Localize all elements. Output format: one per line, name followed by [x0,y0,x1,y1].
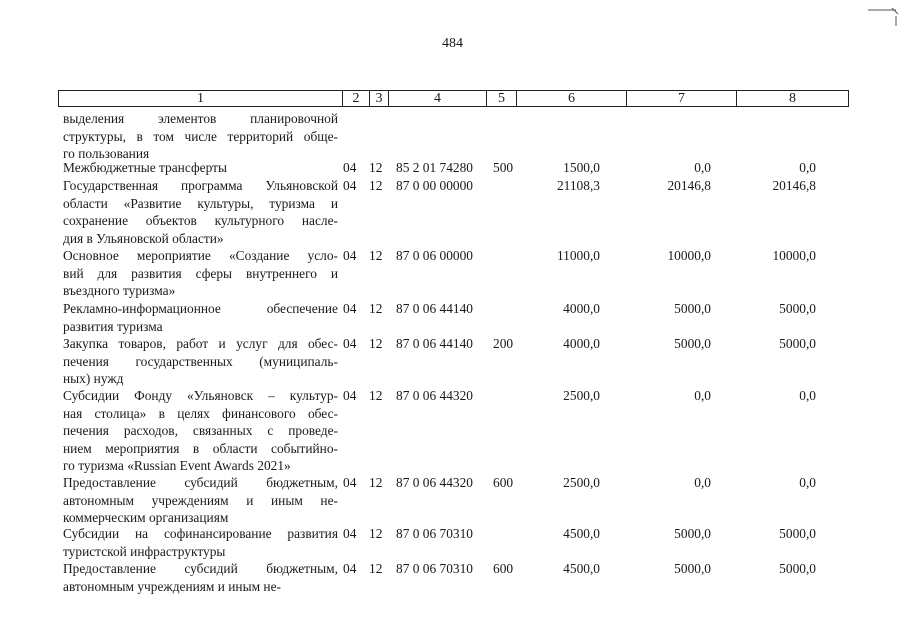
header-col-2: 2 [342,91,369,106]
row-name-line: нием мероприятия в области событийно- [63,440,338,456]
row-value-col8: 0,0 [799,475,816,490]
row-name-line: дия в Ульяновской области» [63,230,224,246]
row-name-line: го пользования [63,146,150,161]
row-name-line: Основное мероприятие «Создание усло- [63,248,338,263]
row-expense-type: 600 [493,561,514,576]
row-name [63,110,338,163]
row-name [63,247,338,300]
row-name-line: печения государственных (муниципаль- [63,353,338,369]
row-value-col7: 20146,8 [667,178,711,193]
row-name-line: автономным учреждениям и иным не- [63,492,338,508]
row-name-line: Межбюджетные трансферты [63,160,227,175]
row-value-col6: 11000,0 [556,248,600,263]
row-name [63,560,338,595]
row-value-col8: 5000,0 [779,301,816,316]
row-name-line: ных) нужд [63,371,124,386]
row-target-article: 87 0 06 44320 [396,388,473,403]
row-value-col6: 2500,0 [563,475,600,490]
row-section-code: 04 [343,336,357,351]
row-value-col6: 2500,0 [563,388,600,403]
row-target-article: 87 0 06 44140 [396,336,473,351]
row-section-code: 04 [343,160,357,175]
row-value-col8: 10000,0 [772,248,816,263]
row-value-col8: 5000,0 [779,561,816,576]
header-col-8: 8 [736,91,848,106]
row-name-line: структуры, в том числе территорий обще- [63,128,338,144]
row-subsection-code: 12 [369,336,383,351]
row-name-line: Субсидии Фонду «Ульяновск – культур- [63,388,338,403]
row-section-code: 04 [343,561,357,576]
row-subsection-code: 12 [369,388,383,403]
row-name-line: области «Развитие культуры, туризма и [63,195,338,211]
row-name-line: развития туризма [63,318,163,334]
row-target-article: 87 0 06 70310 [396,526,473,541]
row-value-col6: 4500,0 [563,561,600,576]
row-value-col7: 0,0 [694,475,711,490]
row-target-article: 87 0 06 44320 [396,475,473,490]
header-col-1: 1 [197,91,204,106]
row-target-article: 85 2 01 74280 [396,160,473,175]
row-value-col7: 5000,0 [674,561,711,576]
row-value-col8: 0,0 [799,160,816,175]
row-name [63,525,338,560]
row-value-col8: 0,0 [799,388,816,403]
row-subsection-code: 12 [369,160,383,175]
header-col-3: 3 [369,91,388,106]
row-name-line: Государственная программа Ульяновской [63,178,338,193]
row-section-code: 04 [343,388,357,403]
row-expense-type: 500 [493,160,514,175]
row-section-code: 04 [343,526,357,541]
row-name-line: го туризма «Russian Event Awards 2021» [63,458,291,473]
row-name [63,335,338,388]
row-value-col6: 21108,3 [556,178,600,193]
row-subsection-code: 12 [369,475,383,490]
row-expense-type: 200 [493,336,514,351]
row-name-line: ная столица» в целях финансового обес- [63,405,338,421]
row-section-code: 04 [343,178,357,193]
row-name-line: вий для развития сферы внутреннего и [63,265,338,281]
row-target-article: 87 0 00 00000 [396,178,473,193]
row-subsection-code: 12 [369,248,383,263]
row-name-line: въездного туризма» [63,283,176,298]
row-name-line: туристской инфраструктуры [63,543,226,559]
row-name [63,159,338,177]
row-value-col7: 10000,0 [667,248,711,263]
row-value-col6: 1500,0 [563,160,600,175]
row-value-col6: 4000,0 [563,336,600,351]
row-expense-type: 600 [493,475,514,490]
header-col-6: 6 [516,91,626,106]
row-target-article: 87 0 06 00000 [396,248,473,263]
row-value-col6: 4000,0 [563,301,600,316]
row-name-line: автономным учреждениям и иным не- [63,578,281,594]
row-value-col7: 5000,0 [674,336,711,351]
row-subsection-code: 12 [369,561,383,576]
page-number: 484 [442,36,463,51]
row-name [63,474,338,527]
row-subsection-code: 12 [369,526,383,541]
row-section-code: 04 [343,301,357,316]
row-subsection-code: 12 [369,178,383,193]
row-name-line: Предоставление субсидий бюджетным, [63,561,338,576]
header-col-5: 5 [486,91,516,106]
table-header-row [58,90,849,107]
row-value-col8: 20146,8 [772,178,816,193]
row-target-article: 87 0 06 44140 [396,301,473,316]
header-col-4: 4 [388,91,486,106]
row-value-col8: 5000,0 [779,526,816,541]
row-name [63,177,338,247]
row-value-col7: 5000,0 [674,526,711,541]
row-name-line: Рекламно-информационное обеспечение [63,301,338,316]
row-value-col7: 0,0 [694,160,711,175]
row-subsection-code: 12 [369,301,383,316]
row-name [63,387,338,475]
row-section-code: 04 [343,475,357,490]
header-col-7: 7 [626,91,736,106]
row-target-article: 87 0 06 70310 [396,561,473,576]
scan-corner-mark-icon [866,6,900,34]
row-value-col8: 5000,0 [779,336,816,351]
row-name-line: Закупка товаров, работ и услуг для обес- [63,336,338,351]
row-name-line: коммерческим организациям [63,510,229,525]
row-section-code: 04 [343,248,357,263]
row-name-line: сохранение объектов культурного насле- [63,213,338,228]
row-value-col7: 0,0 [694,388,711,403]
row-value-col6: 4500,0 [563,526,600,541]
row-value-col7: 5000,0 [674,301,711,316]
row-name-line: Предоставление субсидий бюджетным, [63,475,338,490]
row-name [63,300,338,335]
row-name-line: Субсидии на софинансирование развития [63,526,338,541]
row-name-line: печения расходов, связанных с проведе- [63,423,338,438]
row-name-line: выделения элементов планировочной [63,111,338,126]
